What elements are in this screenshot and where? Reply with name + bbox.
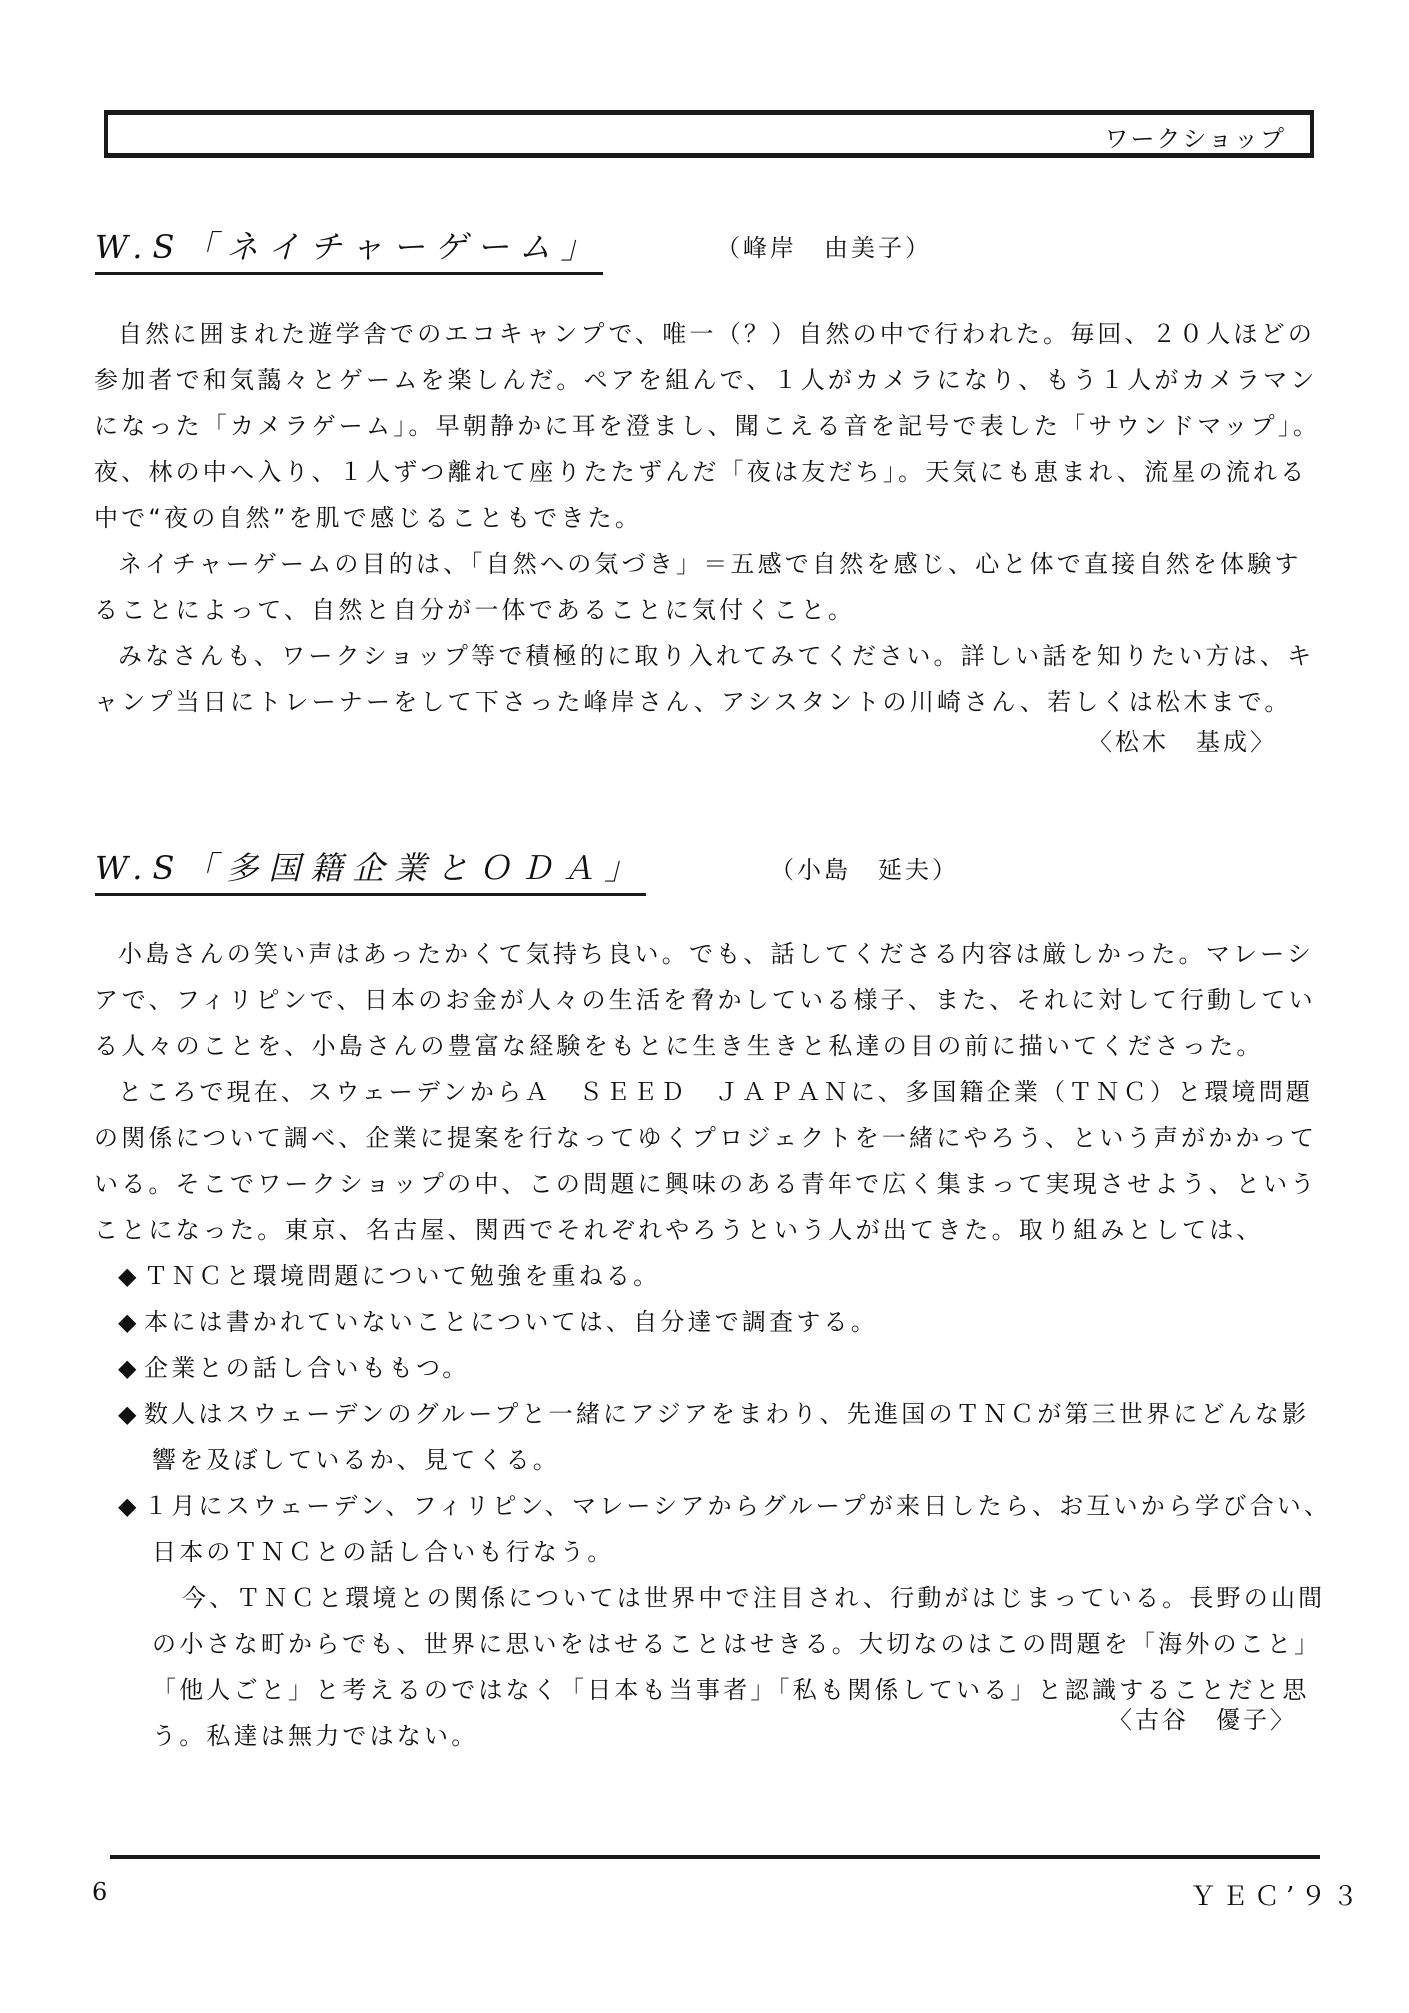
- diamond-bullet-icon: ◆: [118, 1354, 140, 1382]
- header-banner: [104, 110, 1314, 158]
- paragraph-line: 中で“夜の自然”を肌で感じることもできた。: [94, 504, 643, 532]
- paragraph-line: ことになった。東京、名古屋、関西でそれぞれやろうという人が出てきた。取り組みとしては、: [94, 1216, 1264, 1244]
- paragraph-line: る人々のことを、小島さんの豊富な経験をもとに生き生きと私達の目の前に描いてくださった。: [94, 1032, 1264, 1060]
- paragraph-line: う。私達は無力ではない。: [152, 1722, 479, 1750]
- paragraph-line: の関係について調べ、企業に提案を行なってゆくプロジェクトを一緒にやろう、という声がかかって: [94, 1124, 1318, 1152]
- bullet-item: ◆ 企業との話し合いももつ。: [118, 1354, 470, 1382]
- bullet-item: ◆ 本には書かれていないことについては、自分達で調査する。: [118, 1308, 878, 1336]
- bullet-continuation: 日本のＴＮＣとの話し合いも行なう。: [152, 1538, 615, 1566]
- paragraph-line: 参加者で和気藹々とゲームを楽しんだ。ペアを組んで、１人がカメラになり、もう１人がカメラマン: [94, 366, 1318, 394]
- paragraph-line: 小島さんの笑い声はあったかくて気持ち良い。でも、話してくださる内容は厳しかった。マレーシ: [118, 940, 1315, 968]
- section-author: （小島 延夫）: [770, 856, 959, 884]
- signature: 〈松木 基成〉: [1088, 728, 1277, 756]
- bullet-item: ◆ ＴＮＣと環境問題について勉強を重ねる。: [118, 1262, 661, 1290]
- diamond-bullet-icon: ◆: [118, 1262, 140, 1290]
- section-author: （峰岸 由美子）: [716, 234, 932, 262]
- paragraph-line: の小さな町からでも、世界に思いをはせることはせきる。大切なのはこの問題を「海外のこと」: [152, 1630, 1322, 1658]
- footer-rule: [110, 1855, 1320, 1859]
- paragraph-line: ャンプ当日にトレーナーをして下さった峰岸さん、アシスタントの川崎さん、若しくは松木まで。: [94, 688, 1292, 716]
- paragraph-line: ところで現在、スウェーデンからＡ ＳＥＥＤ ＪＡＰＡＮに、多国籍企業（ＴＮＣ）と環境問題: [118, 1078, 1314, 1106]
- bullet-item: ◆ 数人はスウェーデンのグループと一緒にアジアをまわり、先進国のＴＮＣが第三世界にどんな影: [118, 1400, 1310, 1428]
- paragraph-line: ることによって、自然と自分が一体であることに気付くこと。: [94, 596, 856, 624]
- page-number: 6: [92, 1878, 108, 1906]
- paragraph-line: みなさんも、ワークショップ等で積極的に取り入れてみてください。詳しい話を知りたい方は、キ: [118, 642, 1315, 670]
- paragraph-line: 夜、林の中へ入り、１人ずつ離れて座りたたずんだ「夜は友だち」。天気にも恵まれ、流星の流れる: [94, 458, 1308, 486]
- diamond-bullet-icon: ◆: [118, 1308, 140, 1336]
- section-title-nature-game: W.S「ネイチャーゲーム」: [95, 222, 603, 275]
- bullet-continuation: 響を及ぼしているか、見てくる。: [152, 1446, 560, 1474]
- paragraph-line: いる。そこでワークショップの中、この問題に興味のある青年で広く集まって実現させよう、という: [94, 1170, 1318, 1198]
- bullet-item: ◆ １月にスウェーデン、フィリピン、マレーシアからグループが来日したら、お互いから学び合い、: [118, 1492, 1332, 1520]
- paragraph-line: 自然に囲まれた遊学舎でのエコキャンプで、唯一（？）自然の中で行われた。毎回、２０人ほどの: [118, 320, 1316, 348]
- paragraph-line: 今、ＴＮＣと環境との関係については世界中で注目され、行動がはじまっている。長野の山間: [182, 1584, 1326, 1612]
- paragraph-line: 「他人ごと」と考えるのではなく「日本も当事者」「私も関係している」と認識することだと思: [152, 1676, 1310, 1704]
- paragraph-line: アで、フィリピンで、日本のお金が人々の生活を脅かしている様子、また、それに対して行動してい: [94, 986, 1316, 1014]
- publication-tag: ＹＥＣ’９３: [1190, 1882, 1365, 1912]
- diamond-bullet-icon: ◆: [118, 1492, 140, 1520]
- diamond-bullet-icon: ◆: [118, 1400, 140, 1428]
- paragraph-line: ネイチャーゲームの目的は、「自然への気づき」＝五感で自然を感じ、心と体で直接自然を体験す: [118, 550, 1302, 578]
- paragraph-line: になった「カメラゲーム」。早朝静かに耳を澄まし、聞こえる音を記号で表した「サウンドマップ」。: [94, 412, 1321, 440]
- signature: 〈古谷 優子〉: [1108, 1706, 1297, 1734]
- header-label: ワークショップ: [1104, 125, 1286, 153]
- section-title-tnc-oda: W.S「多国籍企業とＯＤＡ」: [95, 843, 646, 896]
